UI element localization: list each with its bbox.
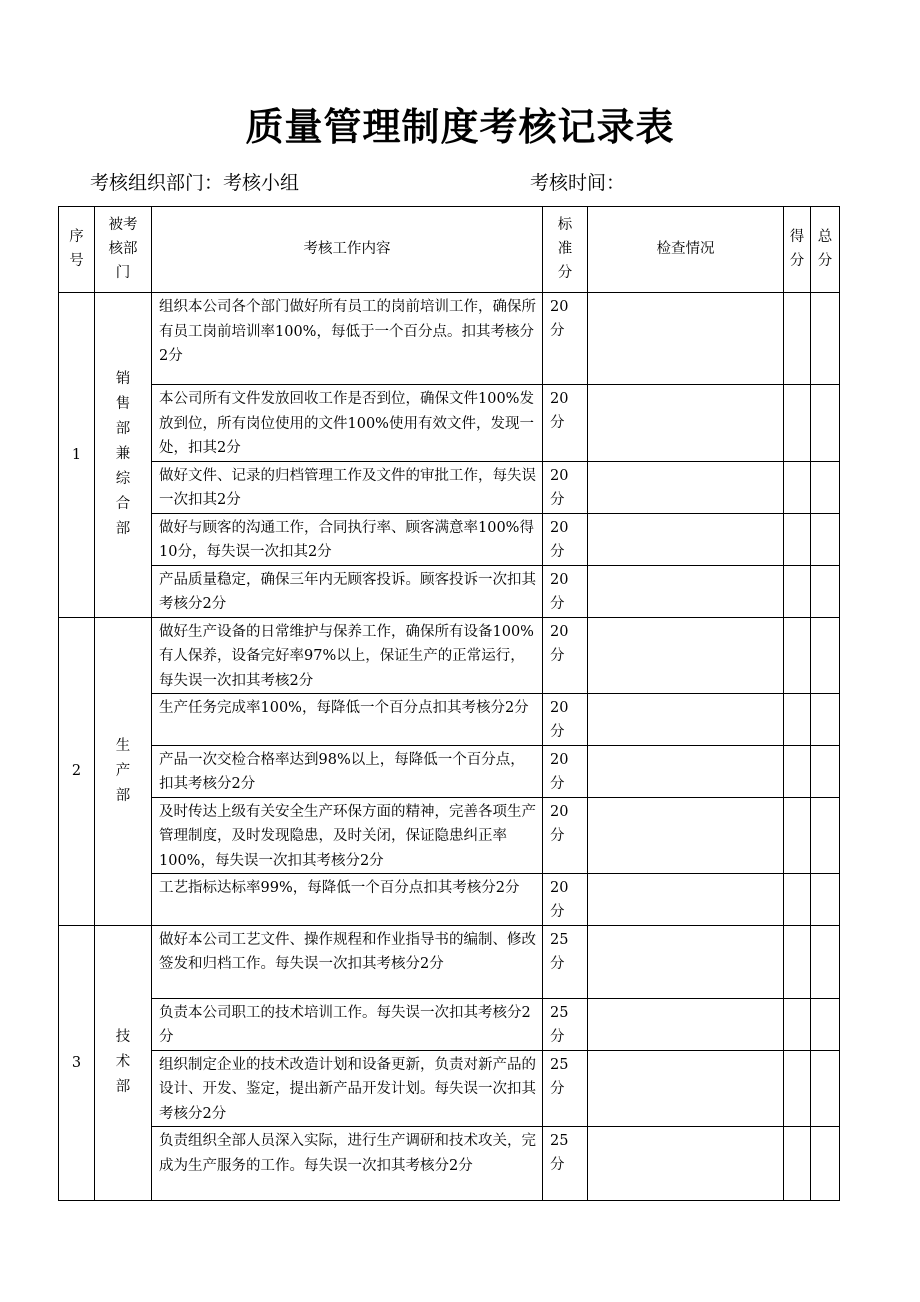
standard-cell: 25分 <box>543 1127 588 1201</box>
standard-cell: 20分 <box>543 694 588 746</box>
content-cell: 负责组织全部人员深入实际，进行生产调研和技术攻关，完成为生产服务的工作。每失误一次扣其考核分2分 <box>152 1127 543 1201</box>
score-cell[interactable] <box>784 385 811 462</box>
assessment-table <box>58 206 840 1201</box>
table-row <box>59 617 840 694</box>
total-cell[interactable] <box>811 293 840 385</box>
score-cell[interactable] <box>784 1050 811 1127</box>
table-row <box>59 1127 840 1201</box>
total-cell[interactable] <box>811 998 840 1050</box>
table-row <box>59 998 840 1050</box>
score-cell[interactable] <box>784 617 811 694</box>
table-row <box>59 1050 840 1127</box>
standard-cell: 20分 <box>543 513 588 565</box>
score-cell[interactable] <box>784 694 811 746</box>
check-cell[interactable] <box>588 1127 784 1201</box>
score-cell[interactable] <box>784 745 811 797</box>
total-cell[interactable] <box>811 694 840 746</box>
score-cell[interactable] <box>784 461 811 513</box>
table-row <box>59 461 840 513</box>
standard-cell: 20分 <box>543 745 588 797</box>
seq-cell: 3 <box>59 925 95 1201</box>
check-cell[interactable] <box>588 694 784 746</box>
total-cell[interactable] <box>811 874 840 926</box>
header-row <box>59 207 840 293</box>
score-cell[interactable] <box>784 998 811 1050</box>
content-cell: 本公司所有文件发放回收工作是否到位，确保文件100%发放到位，所有岗位使用的文件100%使用有效文件，发现一处，扣其2分 <box>152 385 543 462</box>
content-cell: 工艺指标达标率99%，每降低一个百分点扣其考核分2分 <box>152 874 543 926</box>
score-cell[interactable] <box>784 797 811 874</box>
score-cell[interactable] <box>784 874 811 926</box>
assessment-time-label: 考核时间： <box>530 172 626 194</box>
standard-cell: 20分 <box>543 617 588 694</box>
check-cell[interactable] <box>588 745 784 797</box>
header-content: 考核工作内容 <box>152 207 543 293</box>
check-cell[interactable] <box>588 998 784 1050</box>
table-row <box>59 694 840 746</box>
header-check: 检查情况 <box>588 207 784 293</box>
content-cell: 产品一次交检合格率达到98%以上，每降低一个百分点，扣其考核分2分 <box>152 745 543 797</box>
standard-cell: 25分 <box>543 1050 588 1127</box>
standard-cell: 20分 <box>543 565 588 617</box>
table-row <box>59 745 840 797</box>
score-cell[interactable] <box>784 293 811 385</box>
table-row <box>59 874 840 926</box>
score-cell[interactable] <box>784 1127 811 1201</box>
standard-cell: 25分 <box>543 925 588 998</box>
check-cell[interactable] <box>588 874 784 926</box>
header-seq: 序号 <box>59 207 95 293</box>
table-row <box>59 385 840 462</box>
check-cell[interactable] <box>588 617 784 694</box>
org-department-label: 考核组织部门：考核小组 <box>90 172 300 194</box>
table-row <box>59 797 840 874</box>
check-cell[interactable] <box>588 513 784 565</box>
total-cell[interactable] <box>811 745 840 797</box>
total-cell[interactable] <box>811 1050 840 1127</box>
check-cell[interactable] <box>588 293 784 385</box>
seq-cell: 1 <box>59 293 95 618</box>
header-total: 总分 <box>811 207 840 293</box>
content-cell: 做好生产设备的日常维护与保养工作，确保所有设备100%有人保养，设备完好率97%以上，保证生产的正常运行，每失误一次扣其考核2分 <box>152 617 543 694</box>
total-cell[interactable] <box>811 461 840 513</box>
check-cell[interactable] <box>588 461 784 513</box>
score-cell[interactable] <box>784 513 811 565</box>
dept-cell: 生产部 <box>95 617 152 925</box>
content-cell: 组织制定企业的技术改造计划和设备更新，负责对新产品的设计、开发、鉴定，提出新产品开发计划。每失误一次扣其考核分2分 <box>152 1050 543 1127</box>
content-cell: 及时传达上级有关安全生产环保方面的精神，完善各项生产管理制度，及时发现隐患，及时关闭，保证隐患纠正率100%，每失误一次扣其考核分2分 <box>152 797 543 874</box>
content-cell: 做好文件、记录的归档管理工作及文件的审批工作，每失误一次扣其2分 <box>152 461 543 513</box>
total-cell[interactable] <box>811 925 840 998</box>
table-row <box>59 565 840 617</box>
score-cell[interactable] <box>784 925 811 998</box>
check-cell[interactable] <box>588 565 784 617</box>
check-cell[interactable] <box>588 797 784 874</box>
total-cell[interactable] <box>811 797 840 874</box>
content-cell: 做好本公司工艺文件、操作规程和作业指导书的编制、修改签发和归档工作。每失误一次扣其考核分2分 <box>152 925 543 998</box>
content-cell: 产品质量稳定，确保三年内无顾客投诉。顾客投诉一次扣其考核分2分 <box>152 565 543 617</box>
standard-cell: 20分 <box>543 797 588 874</box>
score-cell[interactable] <box>784 565 811 617</box>
content-cell: 生产任务完成率100%，每降低一个百分点扣其考核分2分 <box>152 694 543 746</box>
dept-cell: 销售部兼综合部 <box>95 293 152 618</box>
content-cell: 组织本公司各个部门做好所有员工的岗前培训工作，确保所有员工岗前培训率100%，每低于一个百分点。扣其考核分2分 <box>152 293 543 385</box>
standard-cell: 20分 <box>543 461 588 513</box>
table-row <box>59 293 840 385</box>
standard-cell: 25分 <box>543 998 588 1050</box>
total-cell[interactable] <box>811 385 840 462</box>
header-standard: 标准分 <box>543 207 588 293</box>
total-cell[interactable] <box>811 513 840 565</box>
standard-cell: 20分 <box>543 385 588 462</box>
total-cell[interactable] <box>811 1127 840 1201</box>
header-score: 得分 <box>784 207 811 293</box>
table-row <box>59 925 840 998</box>
check-cell[interactable] <box>588 385 784 462</box>
total-cell[interactable] <box>811 617 840 694</box>
check-cell[interactable] <box>588 925 784 998</box>
page-title: 质量管理制度考核记录表 <box>245 104 675 149</box>
check-cell[interactable] <box>588 1050 784 1127</box>
standard-cell: 20分 <box>543 874 588 926</box>
content-cell: 负责本公司职工的技术培训工作。每失误一次扣其考核分2分 <box>152 998 543 1050</box>
table-row <box>59 513 840 565</box>
dept-cell: 技术部 <box>95 925 152 1201</box>
standard-cell: 20分 <box>543 293 588 385</box>
content-cell: 做好与顾客的沟通工作，合同执行率、顾客满意率100%得10分，每失误一次扣其2分 <box>152 513 543 565</box>
total-cell[interactable] <box>811 565 840 617</box>
header-dept: 被考核部门 <box>95 207 152 293</box>
seq-cell: 2 <box>59 617 95 925</box>
